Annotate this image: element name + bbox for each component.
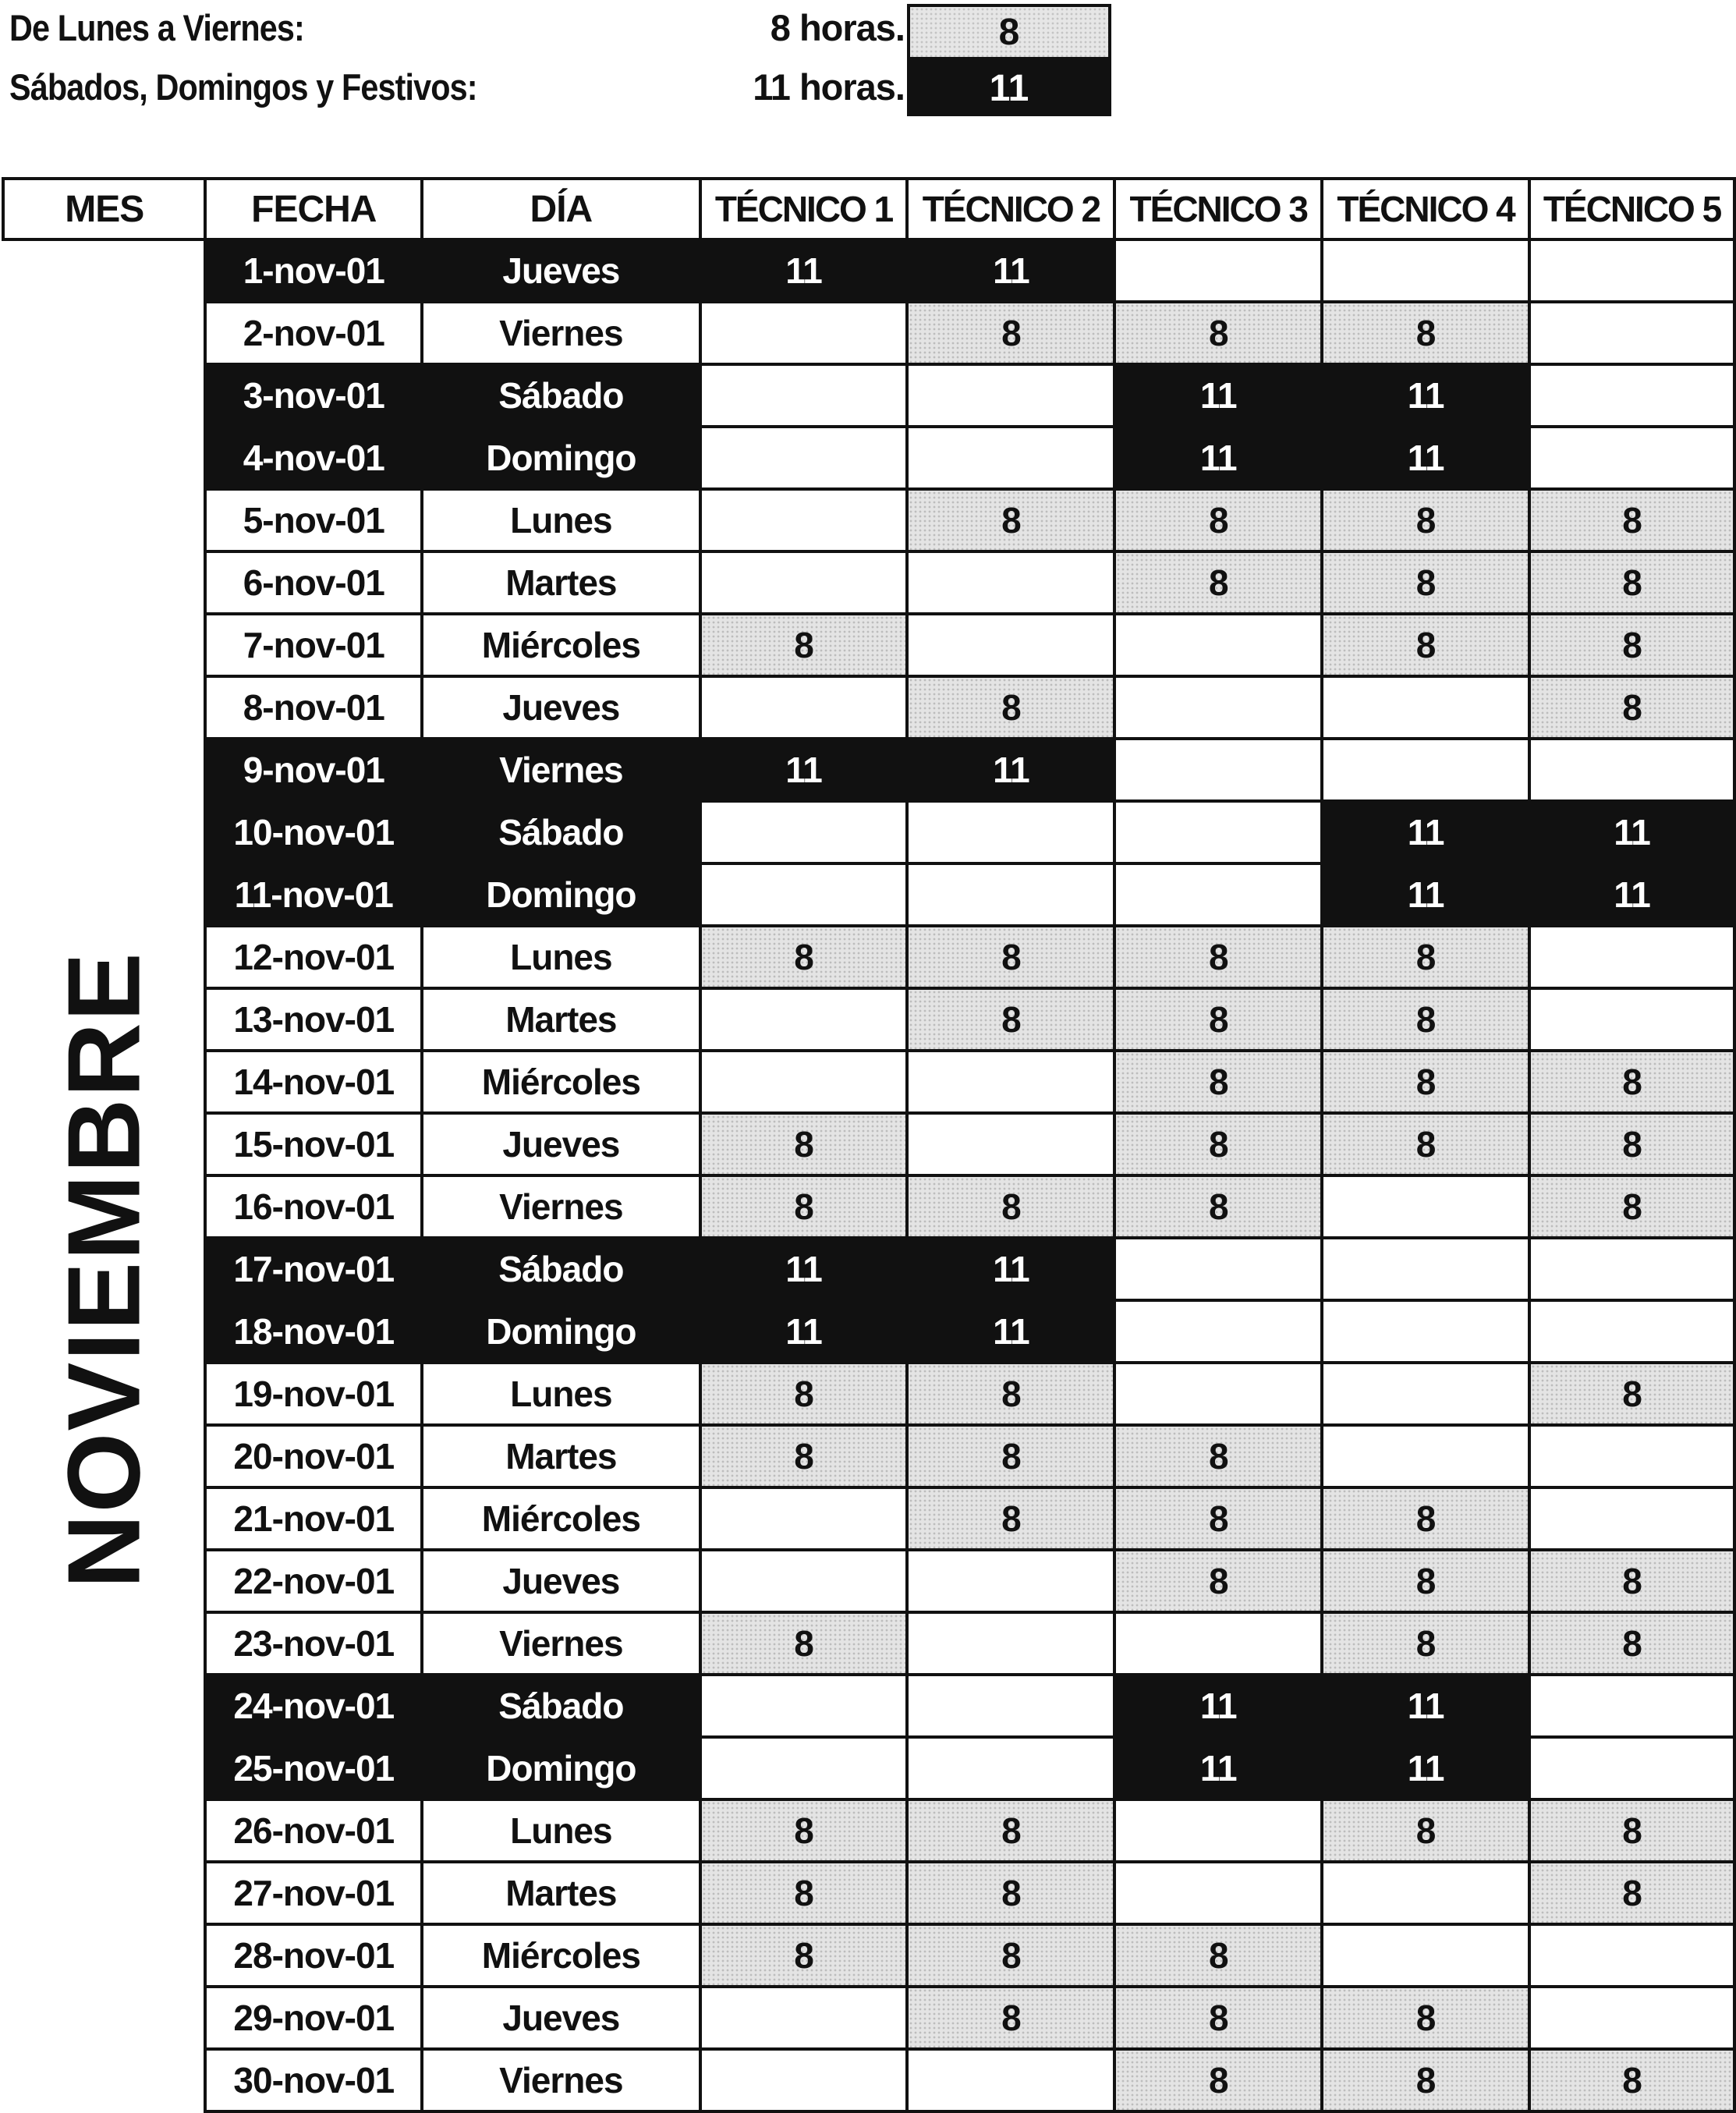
- shift-cell-technician-5: [1529, 1300, 1734, 1363]
- table-row: [3, 302, 1734, 364]
- shift-cell-technician-5: 8: [1529, 2049, 1734, 2111]
- shift-cell-technician-4: [1322, 739, 1529, 801]
- shift-cell-technician-2: 11: [907, 739, 1114, 801]
- day-cell: Lunes: [422, 926, 700, 988]
- shift-cell-technician-3: [1114, 863, 1322, 926]
- day-cell: Lunes: [422, 1799, 700, 1862]
- table-row: [3, 801, 1734, 863]
- date-cell: 22-nov-01: [205, 1550, 422, 1612]
- shift-cell-technician-4: 11: [1322, 364, 1529, 427]
- shift-cell-technician-2: [907, 1113, 1114, 1175]
- month-cell: [3, 239, 205, 2111]
- table-row: [3, 1737, 1734, 1799]
- shift-cell-technician-2: 8: [907, 1425, 1114, 1487]
- shift-cell-technician-4: 8: [1322, 1799, 1529, 1862]
- shift-cell-technician-5: [1529, 926, 1734, 988]
- legend-weekend-hours: 11 horas.: [753, 66, 905, 108]
- shift-cell-technician-3: 8: [1114, 302, 1322, 364]
- shift-cell-technician-4: [1322, 1300, 1529, 1363]
- date-cell: 1-nov-01: [205, 239, 422, 302]
- shift-cell-technician-3: 8: [1114, 1425, 1322, 1487]
- shift-cell-technician-1: 11: [700, 239, 908, 302]
- shift-cell-technician-1: 8: [700, 1113, 908, 1175]
- table-row: [3, 1363, 1734, 1425]
- shift-cell-technician-1: [700, 489, 908, 551]
- shift-cell-technician-5: [1529, 302, 1734, 364]
- date-cell: 21-nov-01: [205, 1487, 422, 1550]
- shift-cell-technician-5: 8: [1529, 1175, 1734, 1238]
- shift-cell-technician-3: 8: [1114, 551, 1322, 614]
- shift-cell-technician-5: 8: [1529, 1612, 1734, 1675]
- shift-cell-technician-3: [1114, 676, 1322, 739]
- shift-cell-technician-2: [907, 801, 1114, 863]
- shift-cell-technician-4: [1322, 1363, 1529, 1425]
- shift-cell-technician-4: 8: [1322, 1051, 1529, 1113]
- shift-cell-technician-4: [1322, 1862, 1529, 1924]
- table-row: [3, 1799, 1734, 1862]
- date-cell: 18-nov-01: [205, 1300, 422, 1363]
- shift-cell-technician-4: 8: [1322, 988, 1529, 1051]
- shift-cell-technician-1: 8: [700, 1175, 908, 1238]
- shift-cell-technician-1: [700, 863, 908, 926]
- shift-cell-technician-2: 8: [907, 926, 1114, 988]
- month-label: NOVIEMBRE: [46, 951, 161, 1589]
- shift-cell-technician-3: 8: [1114, 1550, 1322, 1612]
- shift-cell-technician-4: 8: [1322, 551, 1529, 614]
- date-cell: 4-nov-01: [205, 427, 422, 489]
- shift-cell-technician-1: 8: [700, 1862, 908, 1924]
- shift-cell-technician-1: [700, 801, 908, 863]
- shift-cell-technician-3: 8: [1114, 988, 1322, 1051]
- shift-cell-technician-1: [700, 676, 908, 739]
- shift-cell-technician-2: [907, 1737, 1114, 1799]
- shift-cell-technician-1: [700, 1487, 908, 1550]
- table-row: [3, 1238, 1734, 1300]
- shift-cell-technician-4: 8: [1322, 1612, 1529, 1675]
- shift-cell-technician-1: 11: [700, 1238, 908, 1300]
- header-month: MES: [3, 179, 205, 239]
- header-technician-3: TÉCNICO 3: [1114, 179, 1322, 239]
- legend-weekday-hours: 8 horas.: [770, 7, 905, 48]
- shift-cell-technician-1: [700, 1550, 908, 1612]
- table-row: [3, 427, 1734, 489]
- shift-cell-technician-5: [1529, 1425, 1734, 1487]
- date-cell: 20-nov-01: [205, 1425, 422, 1487]
- shift-cell-technician-2: 8: [907, 1487, 1114, 1550]
- schedule-body: [3, 239, 1734, 2111]
- shift-cell-technician-1: 8: [700, 1612, 908, 1675]
- shift-cell-technician-1: 11: [700, 739, 908, 801]
- shift-cell-technician-4: 11: [1322, 1675, 1529, 1737]
- shift-cell-technician-4: [1322, 1425, 1529, 1487]
- date-cell: 16-nov-01: [205, 1175, 422, 1238]
- shift-cell-technician-2: [907, 2049, 1114, 2111]
- shift-cell-technician-5: [1529, 1675, 1734, 1737]
- shift-cell-technician-5: [1529, 1487, 1734, 1550]
- table-row: [3, 239, 1734, 302]
- shift-cell-technician-2: 8: [907, 302, 1114, 364]
- day-cell: Domingo: [422, 1300, 700, 1363]
- table-row: [3, 1487, 1734, 1550]
- shift-cell-technician-3: [1114, 1612, 1322, 1675]
- day-cell: Viernes: [422, 739, 700, 801]
- date-cell: 9-nov-01: [205, 739, 422, 801]
- date-cell: 7-nov-01: [205, 614, 422, 676]
- shift-cell-technician-2: [907, 1675, 1114, 1737]
- shift-cell-technician-4: 11: [1322, 801, 1529, 863]
- shift-cell-technician-4: 8: [1322, 1113, 1529, 1175]
- day-cell: Lunes: [422, 1363, 700, 1425]
- shift-cell-technician-4: 8: [1322, 926, 1529, 988]
- shift-cell-technician-2: [907, 1051, 1114, 1113]
- table-row: [3, 1113, 1734, 1175]
- table-row: [3, 1862, 1734, 1924]
- day-cell: Martes: [422, 1425, 700, 1487]
- shift-cell-technician-1: 8: [700, 1799, 908, 1862]
- shift-cell-technician-4: 8: [1322, 1487, 1529, 1550]
- date-cell: 29-nov-01: [205, 1987, 422, 2049]
- date-cell: 12-nov-01: [205, 926, 422, 988]
- shift-cell-technician-2: [907, 551, 1114, 614]
- shift-cell-technician-1: 8: [700, 926, 908, 988]
- shift-cell-technician-2: [907, 427, 1114, 489]
- date-cell: 14-nov-01: [205, 1051, 422, 1113]
- shift-cell-technician-5: 8: [1529, 551, 1734, 614]
- date-cell: 11-nov-01: [205, 863, 422, 926]
- shift-cell-technician-1: [700, 1737, 908, 1799]
- day-cell: Jueves: [422, 1987, 700, 2049]
- shift-cell-technician-4: 8: [1322, 2049, 1529, 2111]
- shift-cell-technician-3: [1114, 239, 1322, 302]
- date-cell: 25-nov-01: [205, 1737, 422, 1799]
- day-cell: Miércoles: [422, 614, 700, 676]
- day-cell: Sábado: [422, 364, 700, 427]
- shift-cell-technician-3: 11: [1114, 364, 1322, 427]
- shift-cell-technician-2: [907, 1612, 1114, 1675]
- shift-cell-technician-5: 11: [1529, 863, 1734, 926]
- date-cell: 17-nov-01: [205, 1238, 422, 1300]
- shift-cell-technician-1: [700, 427, 908, 489]
- shift-cell-technician-4: [1322, 676, 1529, 739]
- shift-cell-technician-5: 8: [1529, 614, 1734, 676]
- legend-weekend-swatch: 11: [907, 60, 1111, 116]
- shift-cell-technician-5: 8: [1529, 676, 1734, 739]
- table-row: [3, 1550, 1734, 1612]
- date-cell: 5-nov-01: [205, 489, 422, 551]
- shift-cell-technician-2: 8: [907, 676, 1114, 739]
- shift-cell-technician-3: 8: [1114, 1487, 1322, 1550]
- shift-cell-technician-5: [1529, 364, 1734, 427]
- shift-cell-technician-5: [1529, 1737, 1734, 1799]
- shift-cell-technician-5: 8: [1529, 1862, 1734, 1924]
- shift-cell-technician-4: 11: [1322, 863, 1529, 926]
- shift-cell-technician-3: 8: [1114, 1924, 1322, 1987]
- day-cell: Martes: [422, 551, 700, 614]
- shift-cell-technician-2: 11: [907, 1238, 1114, 1300]
- table-row: [3, 1425, 1734, 1487]
- day-cell: Sábado: [422, 1238, 700, 1300]
- table-row: [3, 739, 1734, 801]
- shift-cell-technician-2: 8: [907, 1175, 1114, 1238]
- table-row: [3, 988, 1734, 1051]
- day-cell: Jueves: [422, 1550, 700, 1612]
- shift-cell-technician-1: [700, 1675, 908, 1737]
- date-cell: 2-nov-01: [205, 302, 422, 364]
- shift-cell-technician-5: [1529, 427, 1734, 489]
- day-cell: Viernes: [422, 1175, 700, 1238]
- shift-cell-technician-2: 11: [907, 1300, 1114, 1363]
- date-cell: 23-nov-01: [205, 1612, 422, 1675]
- day-cell: Jueves: [422, 239, 700, 302]
- shift-cell-technician-5: 8: [1529, 1363, 1734, 1425]
- shift-cell-technician-2: [907, 614, 1114, 676]
- shift-cell-technician-1: [700, 988, 908, 1051]
- shift-cell-technician-5: 8: [1529, 1550, 1734, 1612]
- day-cell: Viernes: [422, 302, 700, 364]
- table-row: [3, 1175, 1734, 1238]
- header-technician-1: TÉCNICO 1: [700, 179, 908, 239]
- shift-cell-technician-1: 8: [700, 1363, 908, 1425]
- date-cell: 3-nov-01: [205, 364, 422, 427]
- shift-cell-technician-3: [1114, 739, 1322, 801]
- shift-cell-technician-4: [1322, 1924, 1529, 1987]
- day-cell: Domingo: [422, 427, 700, 489]
- shift-cell-technician-4: [1322, 239, 1529, 302]
- shift-cell-technician-2: 11: [907, 239, 1114, 302]
- shift-cell-technician-2: 8: [907, 1862, 1114, 1924]
- header-technician-5: TÉCNICO 5: [1529, 179, 1734, 239]
- shift-cell-technician-3: 11: [1114, 1737, 1322, 1799]
- date-cell: 28-nov-01: [205, 1924, 422, 1987]
- shift-cell-technician-5: [1529, 988, 1734, 1051]
- shift-cell-technician-3: [1114, 614, 1322, 676]
- shift-cell-technician-4: 11: [1322, 1737, 1529, 1799]
- date-cell: 27-nov-01: [205, 1862, 422, 1924]
- date-cell: 26-nov-01: [205, 1799, 422, 1862]
- shift-cell-technician-3: 8: [1114, 489, 1322, 551]
- schedule-table: [2, 177, 1736, 2113]
- header-day: DÍA: [422, 179, 700, 239]
- shift-cell-technician-2: [907, 863, 1114, 926]
- table-row: [3, 1300, 1734, 1363]
- shift-cell-technician-3: 8: [1114, 1987, 1322, 2049]
- shift-cell-technician-3: [1114, 1799, 1322, 1862]
- shift-cell-technician-4: 11: [1322, 427, 1529, 489]
- shift-cell-technician-3: [1114, 1238, 1322, 1300]
- shift-cell-technician-5: [1529, 1924, 1734, 1987]
- shift-cell-technician-4: [1322, 1175, 1529, 1238]
- date-cell: 24-nov-01: [205, 1675, 422, 1737]
- table-row: [3, 863, 1734, 926]
- shift-cell-technician-1: [700, 2049, 908, 2111]
- header-date: FECHA: [205, 179, 422, 239]
- day-cell: Miércoles: [422, 1487, 700, 1550]
- shift-cell-technician-5: [1529, 1238, 1734, 1300]
- date-cell: 10-nov-01: [205, 801, 422, 863]
- table-row: [3, 1987, 1734, 2049]
- day-cell: Miércoles: [422, 1051, 700, 1113]
- shift-cell-technician-4: [1322, 1238, 1529, 1300]
- shift-cell-technician-5: 8: [1529, 1113, 1734, 1175]
- table-row: [3, 1675, 1734, 1737]
- header-technician-2: TÉCNICO 2: [907, 179, 1114, 239]
- day-cell: Miércoles: [422, 1924, 700, 1987]
- date-cell: 15-nov-01: [205, 1113, 422, 1175]
- shift-cell-technician-1: [700, 1987, 908, 2049]
- shift-cell-technician-4: 8: [1322, 1987, 1529, 2049]
- shift-cell-technician-1: [700, 1051, 908, 1113]
- day-cell: Domingo: [422, 863, 700, 926]
- table-row: [3, 1924, 1734, 1987]
- shift-cell-technician-3: 11: [1114, 1675, 1322, 1737]
- shift-cell-technician-5: 8: [1529, 489, 1734, 551]
- day-cell: Lunes: [422, 489, 700, 551]
- day-cell: Domingo: [422, 1737, 700, 1799]
- table-row: [3, 1612, 1734, 1675]
- shift-cell-technician-5: 8: [1529, 1051, 1734, 1113]
- shift-cell-technician-1: [700, 364, 908, 427]
- legend-weekday-label: De Lunes a Viernes:: [9, 7, 304, 48]
- shift-cell-technician-2: 8: [907, 1924, 1114, 1987]
- shift-cell-technician-5: 11: [1529, 801, 1734, 863]
- day-cell: Viernes: [422, 1612, 700, 1675]
- date-cell: 8-nov-01: [205, 676, 422, 739]
- day-cell: Sábado: [422, 801, 700, 863]
- table-row: [3, 676, 1734, 739]
- shift-cell-technician-2: 8: [907, 1987, 1114, 2049]
- shift-cell-technician-1: 8: [700, 614, 908, 676]
- table-row: [3, 489, 1734, 551]
- shift-cell-technician-4: 8: [1322, 302, 1529, 364]
- table-row: [3, 926, 1734, 988]
- shift-cell-technician-3: [1114, 1300, 1322, 1363]
- shift-cell-technician-3: [1114, 1363, 1322, 1425]
- date-cell: 19-nov-01: [205, 1363, 422, 1425]
- day-cell: Jueves: [422, 1113, 700, 1175]
- shift-cell-technician-1: 11: [700, 1300, 908, 1363]
- shift-cell-technician-1: 8: [700, 1924, 908, 1987]
- shift-cell-technician-2: 8: [907, 489, 1114, 551]
- shift-cell-technician-3: 8: [1114, 926, 1322, 988]
- day-cell: Viernes: [422, 2049, 700, 2111]
- day-cell: Martes: [422, 1862, 700, 1924]
- table-row: [3, 364, 1734, 427]
- shift-cell-technician-1: 8: [700, 1425, 908, 1487]
- day-cell: Martes: [422, 988, 700, 1051]
- shift-cell-technician-3: 8: [1114, 1051, 1322, 1113]
- table-row: [3, 551, 1734, 614]
- table-row: [3, 614, 1734, 676]
- shift-cell-technician-4: 8: [1322, 1550, 1529, 1612]
- day-cell: Jueves: [422, 676, 700, 739]
- shift-cell-technician-5: [1529, 239, 1734, 302]
- shift-cell-technician-3: [1114, 801, 1322, 863]
- date-cell: 30-nov-01: [205, 2049, 422, 2111]
- shift-cell-technician-5: 8: [1529, 1799, 1734, 1862]
- header-row: [3, 179, 1734, 239]
- header-technician-4: TÉCNICO 4: [1322, 179, 1529, 239]
- shift-cell-technician-4: 8: [1322, 489, 1529, 551]
- shift-cell-technician-1: [700, 551, 908, 614]
- day-cell: Sábado: [422, 1675, 700, 1737]
- shift-cell-technician-5: [1529, 739, 1734, 801]
- shift-cell-technician-2: 8: [907, 988, 1114, 1051]
- shift-cell-technician-3: 8: [1114, 1175, 1322, 1238]
- shift-cell-technician-2: 8: [907, 1363, 1114, 1425]
- table-row: [3, 2049, 1734, 2111]
- shift-cell-technician-3: [1114, 1862, 1322, 1924]
- shift-cell-technician-3: 8: [1114, 1113, 1322, 1175]
- shift-cell-technician-3: 8: [1114, 2049, 1322, 2111]
- date-cell: 13-nov-01: [205, 988, 422, 1051]
- shift-cell-technician-1: [700, 302, 908, 364]
- shift-cell-technician-4: 8: [1322, 614, 1529, 676]
- shift-cell-technician-5: [1529, 1987, 1734, 2049]
- table-row: [3, 1051, 1734, 1113]
- shift-cell-technician-3: 11: [1114, 427, 1322, 489]
- date-cell: 6-nov-01: [205, 551, 422, 614]
- shift-cell-technician-2: [907, 364, 1114, 427]
- legend-weekday-swatch: 8: [907, 4, 1111, 60]
- legend-weekend-label: Sábados, Domingos y Festivos:: [9, 66, 477, 108]
- shift-cell-technician-2: [907, 1550, 1114, 1612]
- shift-cell-technician-2: 8: [907, 1799, 1114, 1862]
